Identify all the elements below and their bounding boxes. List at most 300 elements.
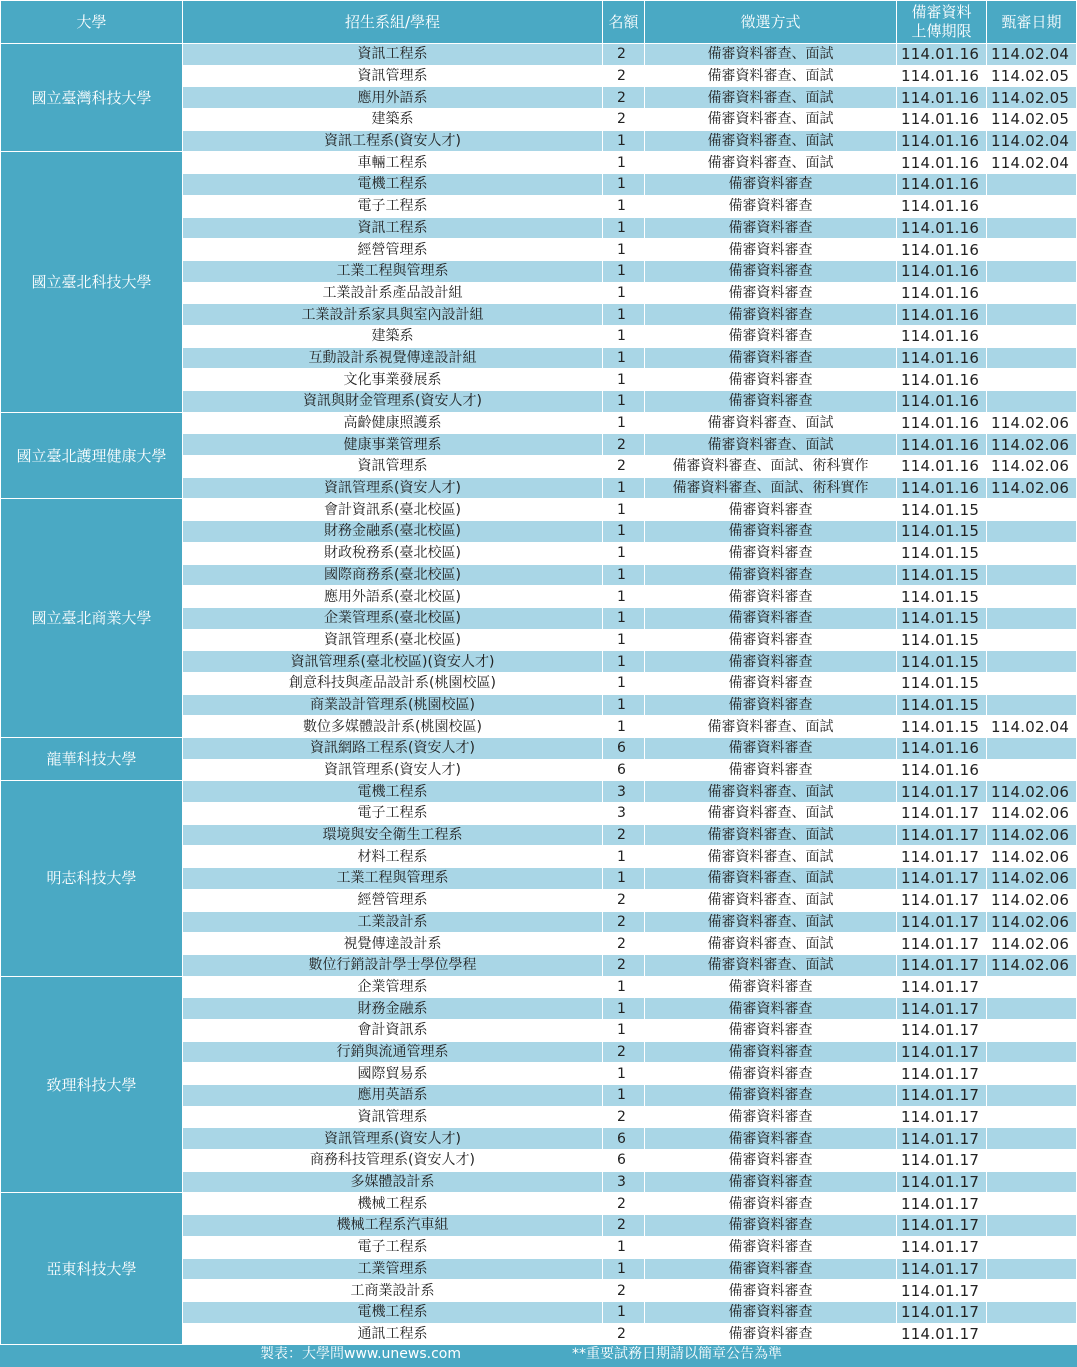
quota-cell: 6 (603, 1128, 645, 1150)
quota-cell: 2 (603, 65, 645, 87)
interview-date-cell (987, 1128, 1077, 1150)
deadline-cell: 114.01.16 (897, 109, 987, 131)
university-cell: 致理科技大學 (1, 976, 183, 1193)
quota-cell: 2 (603, 44, 645, 66)
dept-cell: 資訊管理系 (183, 1106, 603, 1128)
dept-cell: 工商業設計系 (183, 1280, 603, 1302)
dept-cell: 電子工程系 (183, 1236, 603, 1258)
interview-date-cell (987, 564, 1077, 586)
interview-date-cell (987, 369, 1077, 391)
interview-date-cell (987, 1215, 1077, 1237)
quota-cell: 1 (603, 260, 645, 282)
deadline-cell: 114.01.17 (897, 1128, 987, 1150)
dept-cell: 材料工程系 (183, 846, 603, 868)
interview-date-cell (987, 998, 1077, 1020)
quota-cell: 2 (603, 1106, 645, 1128)
university-cell: 龍華科技大學 (1, 738, 183, 781)
interview-date-cell: 114.02.06 (987, 477, 1077, 499)
method-cell: 備審資料審查 (645, 1041, 897, 1063)
interview-date-cell: 114.02.06 (987, 824, 1077, 846)
university-cell: 國立臺北商業大學 (1, 499, 183, 738)
interview-date-cell (987, 629, 1077, 651)
quota-cell: 6 (603, 738, 645, 760)
deadline-cell: 114.01.17 (897, 1301, 987, 1323)
quota-cell: 2 (603, 1041, 645, 1063)
interview-date-cell (987, 1236, 1077, 1258)
interview-date-cell (987, 607, 1077, 629)
interview-date-cell: 114.02.06 (987, 803, 1077, 825)
quota-cell: 1 (603, 1019, 645, 1041)
deadline-cell: 114.01.17 (897, 868, 987, 890)
interview-date-cell (987, 672, 1077, 694)
interview-date-cell (987, 1171, 1077, 1193)
interview-date-cell: 114.02.06 (987, 933, 1077, 955)
dept-cell: 應用英語系 (183, 1085, 603, 1107)
deadline-cell: 114.01.16 (897, 391, 987, 413)
method-cell: 備審資料審查、面試 (645, 130, 897, 152)
quota-cell: 1 (603, 629, 645, 651)
interview-date-cell: 114.02.06 (987, 846, 1077, 868)
table-row (1, 976, 1077, 998)
table-row (1, 412, 1077, 434)
quota-cell: 1 (603, 651, 645, 673)
interview-date-cell (987, 304, 1077, 326)
method-cell: 備審資料審查 (645, 1128, 897, 1150)
method-cell: 備審資料審查 (645, 325, 897, 347)
quota-cell: 1 (603, 477, 645, 499)
method-cell: 備審資料審查 (645, 694, 897, 716)
header-deadline (897, 1, 987, 44)
table-body (1, 44, 1077, 1345)
deadline-cell: 114.01.17 (897, 1085, 987, 1107)
quota-cell: 1 (603, 694, 645, 716)
quota-cell: 1 (603, 564, 645, 586)
quota-cell: 2 (603, 1323, 645, 1345)
deadline-cell: 114.01.17 (897, 998, 987, 1020)
quota-cell: 1 (603, 586, 645, 608)
method-cell: 備審資料審查 (645, 1085, 897, 1107)
interview-date-cell: 114.02.06 (987, 954, 1077, 976)
dept-cell: 電子工程系 (183, 803, 603, 825)
quota-cell: 1 (603, 1063, 645, 1085)
deadline-cell: 114.01.17 (897, 1041, 987, 1063)
dept-cell: 資訊管理系(資安人才) (183, 1128, 603, 1150)
method-cell: 備審資料審查 (645, 521, 897, 543)
university-cell: 國立臺北護理健康大學 (1, 412, 183, 499)
dept-cell: 資訊管理系(臺北校區) (183, 629, 603, 651)
deadline-cell: 114.01.16 (897, 44, 987, 66)
quota-cell: 2 (603, 911, 645, 933)
dept-cell: 機械工程系 (183, 1193, 603, 1215)
deadline-cell: 114.01.15 (897, 694, 987, 716)
deadline-cell: 114.01.17 (897, 1106, 987, 1128)
deadline-cell: 114.01.16 (897, 304, 987, 326)
dept-cell: 視覺傳達設計系 (183, 933, 603, 955)
dept-cell: 多媒體設計系 (183, 1171, 603, 1193)
table-row (1, 781, 1077, 803)
table-row (1, 499, 1077, 521)
quota-cell: 1 (603, 1301, 645, 1323)
dept-cell: 資訊管理系(資安人才) (183, 759, 603, 781)
dept-cell: 財務金融系 (183, 998, 603, 1020)
method-cell: 備審資料審查 (645, 174, 897, 196)
interview-date-cell (987, 1106, 1077, 1128)
quota-cell: 2 (603, 954, 645, 976)
dept-cell: 建築系 (183, 109, 603, 131)
deadline-cell: 114.01.17 (897, 781, 987, 803)
method-cell: 備審資料審查 (645, 195, 897, 217)
interview-date-cell (987, 499, 1077, 521)
deadline-cell: 114.01.16 (897, 434, 987, 456)
quota-cell: 3 (603, 1171, 645, 1193)
interview-date-cell (987, 217, 1077, 239)
dept-cell: 國際貿易系 (183, 1063, 603, 1085)
method-cell: 備審資料審查、面試、術科實作 (645, 456, 897, 478)
deadline-cell: 114.01.17 (897, 889, 987, 911)
interview-date-cell (987, 1150, 1077, 1172)
interview-date-cell (987, 738, 1077, 760)
deadline-cell: 114.01.17 (897, 803, 987, 825)
method-cell: 備審資料審查、面試 (645, 889, 897, 911)
method-cell: 備審資料審查 (645, 586, 897, 608)
deadline-cell: 114.01.16 (897, 477, 987, 499)
interview-date-cell: 114.02.05 (987, 109, 1077, 131)
deadline-cell: 114.01.15 (897, 716, 987, 738)
quota-cell: 3 (603, 803, 645, 825)
dept-cell: 電機工程系 (183, 781, 603, 803)
interview-date-cell: 114.02.06 (987, 434, 1077, 456)
dept-cell: 電子工程系 (183, 195, 603, 217)
deadline-cell: 114.01.17 (897, 1323, 987, 1345)
method-cell: 備審資料審查 (645, 1301, 897, 1323)
quota-cell: 2 (603, 456, 645, 478)
deadline-cell: 114.01.16 (897, 412, 987, 434)
method-cell: 備審資料審查 (645, 1150, 897, 1172)
method-cell: 備審資料審查、面試 (645, 954, 897, 976)
deadline-cell: 114.01.17 (897, 1019, 987, 1041)
interview-date-cell: 114.02.06 (987, 412, 1077, 434)
deadline-cell: 114.01.17 (897, 1258, 987, 1280)
method-cell: 備審資料審查、面試 (645, 44, 897, 66)
interview-date-cell (987, 282, 1077, 304)
quota-cell: 1 (603, 325, 645, 347)
deadline-cell: 114.01.17 (897, 1280, 987, 1302)
deadline-cell: 114.01.17 (897, 1215, 987, 1237)
header-quota: 名額 (603, 1, 645, 44)
interview-date-cell (987, 1193, 1077, 1215)
table-row (1, 1193, 1077, 1215)
dept-cell: 車輛工程系 (183, 152, 603, 174)
method-cell: 備審資料審查 (645, 651, 897, 673)
quota-cell: 1 (603, 607, 645, 629)
dept-cell: 應用外語系(臺北校區) (183, 586, 603, 608)
method-cell: 備審資料審查 (645, 239, 897, 261)
header-method: 徵選方式 (645, 1, 897, 44)
method-cell: 備審資料審查 (645, 998, 897, 1020)
quota-cell: 1 (603, 716, 645, 738)
interview-date-cell (987, 1301, 1077, 1323)
interview-date-cell (987, 1041, 1077, 1063)
method-cell: 備審資料審查 (645, 1171, 897, 1193)
dept-cell: 電機工程系 (183, 1301, 603, 1323)
header-interview: 甄審日期 (987, 1, 1077, 44)
method-cell: 備審資料審查、面試 (645, 434, 897, 456)
deadline-cell: 114.01.15 (897, 542, 987, 564)
table-row (1, 44, 1077, 66)
interview-date-cell (987, 195, 1077, 217)
method-cell: 備審資料審查、面試 (645, 781, 897, 803)
quota-cell: 2 (603, 87, 645, 109)
dept-cell: 資訊工程系 (183, 44, 603, 66)
method-cell: 備審資料審查、面試 (645, 152, 897, 174)
method-cell: 備審資料審查 (645, 629, 897, 651)
dept-cell: 機械工程系汽車組 (183, 1215, 603, 1237)
method-cell: 備審資料審查 (645, 607, 897, 629)
dept-cell: 財政稅務系(臺北校區) (183, 542, 603, 564)
quota-cell: 2 (603, 933, 645, 955)
method-cell: 備審資料審查 (645, 976, 897, 998)
dept-cell: 創意科技與產品設計系(桃園校區) (183, 672, 603, 694)
dept-cell: 工業工程與管理系 (183, 868, 603, 890)
deadline-cell: 114.01.16 (897, 260, 987, 282)
deadline-cell: 114.01.17 (897, 1193, 987, 1215)
deadline-cell: 114.01.15 (897, 586, 987, 608)
deadline-cell: 114.01.16 (897, 282, 987, 304)
method-cell: 備審資料審查 (645, 759, 897, 781)
method-cell: 備審資料審查 (645, 1236, 897, 1258)
method-cell: 備審資料審查 (645, 738, 897, 760)
deadline-cell: 114.01.16 (897, 130, 987, 152)
dept-cell: 資訊管理系(臺北校區)(資安人才) (183, 651, 603, 673)
quota-cell: 1 (603, 304, 645, 326)
deadline-cell: 114.01.16 (897, 87, 987, 109)
method-cell: 備審資料審查 (645, 564, 897, 586)
dept-cell: 企業管理系 (183, 976, 603, 998)
method-cell: 備審資料審查 (645, 1323, 897, 1345)
method-cell: 備審資料審查 (645, 391, 897, 413)
method-cell: 備審資料審查 (645, 1215, 897, 1237)
deadline-cell: 114.01.16 (897, 738, 987, 760)
method-cell: 備審資料審查、面試 (645, 412, 897, 434)
header-deadline-line2: 上傳期限 (911, 22, 972, 40)
interview-date-cell (987, 1258, 1077, 1280)
method-cell: 備審資料審查、面試 (645, 868, 897, 890)
deadline-cell: 114.01.17 (897, 933, 987, 955)
deadline-cell: 114.01.16 (897, 759, 987, 781)
method-cell: 備審資料審查 (645, 542, 897, 564)
method-cell: 備審資料審查 (645, 672, 897, 694)
header-dept: 招生系組/學程 (183, 1, 603, 44)
method-cell: 備審資料審查、面試 (645, 846, 897, 868)
dept-cell: 互動設計系視覺傳達設計組 (183, 347, 603, 369)
quota-cell: 1 (603, 369, 645, 391)
deadline-cell: 114.01.17 (897, 824, 987, 846)
dept-cell: 工業設計系 (183, 911, 603, 933)
interview-date-cell (987, 260, 1077, 282)
deadline-cell: 114.01.16 (897, 174, 987, 196)
deadline-cell: 114.01.16 (897, 325, 987, 347)
interview-date-cell (987, 1063, 1077, 1085)
quota-cell: 1 (603, 868, 645, 890)
dept-cell: 健康事業管理系 (183, 434, 603, 456)
deadline-cell: 114.01.17 (897, 1150, 987, 1172)
dept-cell: 經營管理系 (183, 889, 603, 911)
dept-cell: 工業工程與管理系 (183, 260, 603, 282)
interview-date-cell: 114.02.05 (987, 87, 1077, 109)
deadline-cell: 114.01.15 (897, 651, 987, 673)
method-cell: 備審資料審查 (645, 347, 897, 369)
method-cell: 備審資料審查 (645, 282, 897, 304)
dept-cell: 資訊管理系(資安人才) (183, 477, 603, 499)
dept-cell: 工業管理系 (183, 1258, 603, 1280)
method-cell: 備審資料審查、面試 (645, 803, 897, 825)
interview-date-cell (987, 174, 1077, 196)
interview-date-cell (987, 1019, 1077, 1041)
deadline-cell: 114.01.16 (897, 456, 987, 478)
dept-cell: 工業設計系產品設計組 (183, 282, 603, 304)
dept-cell: 會計資訊系(臺北校區) (183, 499, 603, 521)
interview-date-cell (987, 542, 1077, 564)
method-cell: 備審資料審查、面試 (645, 911, 897, 933)
method-cell: 備審資料審查 (645, 1063, 897, 1085)
quota-cell: 1 (603, 1258, 645, 1280)
dept-cell: 工業設計系家具與室內設計組 (183, 304, 603, 326)
quota-cell: 2 (603, 434, 645, 456)
method-cell: 備審資料審查 (645, 217, 897, 239)
deadline-cell: 114.01.15 (897, 672, 987, 694)
quota-cell: 1 (603, 174, 645, 196)
footer-maker: 製表：大學問www.unews.com (260, 1346, 461, 1362)
interview-date-cell (987, 976, 1077, 998)
dept-cell: 資訊工程系(資安人才) (183, 130, 603, 152)
quota-cell: 1 (603, 282, 645, 304)
dept-cell: 電機工程系 (183, 174, 603, 196)
quota-cell: 1 (603, 1085, 645, 1107)
dept-cell: 國際商務系(臺北校區) (183, 564, 603, 586)
university-cell: 亞東科技大學 (1, 1193, 183, 1345)
header-row (1, 1, 1077, 44)
table-row (1, 152, 1077, 174)
dept-cell: 商業設計管理系(桃園校區) (183, 694, 603, 716)
method-cell: 備審資料審查、面試 (645, 87, 897, 109)
method-cell: 備審資料審查 (645, 499, 897, 521)
method-cell: 備審資料審查、面試 (645, 109, 897, 131)
dept-cell: 商務科技管理系(資安人才) (183, 1150, 603, 1172)
interview-date-cell: 114.02.04 (987, 716, 1077, 738)
interview-date-cell (987, 1323, 1077, 1345)
deadline-cell: 114.01.16 (897, 239, 987, 261)
method-cell: 備審資料審查 (645, 369, 897, 391)
dept-cell: 資訊管理系 (183, 65, 603, 87)
interview-date-cell: 114.02.06 (987, 889, 1077, 911)
method-cell: 備審資料審查、面試、術科實作 (645, 477, 897, 499)
interview-date-cell (987, 1280, 1077, 1302)
deadline-cell: 114.01.15 (897, 607, 987, 629)
interview-date-cell: 114.02.06 (987, 456, 1077, 478)
interview-date-cell: 114.02.04 (987, 44, 1077, 66)
header-university: 大學 (1, 1, 183, 44)
dept-cell: 會計資訊系 (183, 1019, 603, 1041)
deadline-cell: 114.01.15 (897, 521, 987, 543)
dept-cell: 高齡健康照護系 (183, 412, 603, 434)
quota-cell: 6 (603, 759, 645, 781)
method-cell: 備審資料審查 (645, 304, 897, 326)
deadline-cell: 114.01.16 (897, 152, 987, 174)
dept-cell: 應用外語系 (183, 87, 603, 109)
deadline-cell: 114.01.17 (897, 976, 987, 998)
quota-cell: 1 (603, 391, 645, 413)
dept-cell: 資訊網路工程系(資安人才) (183, 738, 603, 760)
interview-date-cell (987, 759, 1077, 781)
quota-cell: 1 (603, 152, 645, 174)
dept-cell: 建築系 (183, 325, 603, 347)
quota-cell: 1 (603, 239, 645, 261)
quota-cell: 1 (603, 130, 645, 152)
interview-date-cell (987, 391, 1077, 413)
interview-date-cell: 114.02.04 (987, 152, 1077, 174)
quota-cell: 1 (603, 542, 645, 564)
quota-cell: 1 (603, 672, 645, 694)
quota-cell: 1 (603, 846, 645, 868)
dept-cell: 財務金融系(臺北校區) (183, 521, 603, 543)
method-cell: 備審資料審查 (645, 1106, 897, 1128)
deadline-cell: 114.01.17 (897, 1063, 987, 1085)
dept-cell: 行銷與流通管理系 (183, 1041, 603, 1063)
method-cell: 備審資料審查 (645, 1193, 897, 1215)
quota-cell: 1 (603, 521, 645, 543)
deadline-cell: 114.01.16 (897, 347, 987, 369)
deadline-cell: 114.01.17 (897, 846, 987, 868)
interview-date-cell (987, 325, 1077, 347)
dept-cell: 經營管理系 (183, 239, 603, 261)
quota-cell: 1 (603, 976, 645, 998)
quota-cell: 1 (603, 1236, 645, 1258)
quota-cell: 2 (603, 1280, 645, 1302)
deadline-cell: 114.01.17 (897, 1171, 987, 1193)
interview-date-cell (987, 239, 1077, 261)
dept-cell: 文化事業發展系 (183, 369, 603, 391)
quota-cell: 2 (603, 109, 645, 131)
interview-date-cell (987, 347, 1077, 369)
dept-cell: 企業管理系(臺北校區) (183, 607, 603, 629)
interview-date-cell: 114.02.04 (987, 130, 1077, 152)
quota-cell: 1 (603, 499, 645, 521)
interview-date-cell: 114.02.06 (987, 911, 1077, 933)
method-cell: 備審資料審查、面試 (645, 716, 897, 738)
interview-date-cell (987, 694, 1077, 716)
dept-cell: 數位行銷設計學士學位學程 (183, 954, 603, 976)
deadline-cell: 114.01.17 (897, 1236, 987, 1258)
deadline-cell: 114.01.17 (897, 911, 987, 933)
dept-cell: 通訊工程系 (183, 1323, 603, 1345)
dept-cell: 數位多媒體設計系(桃園校區) (183, 716, 603, 738)
footer-note: **重要試務日期請以簡章公告為準 (572, 1346, 782, 1362)
method-cell: 備審資料審查 (645, 1280, 897, 1302)
university-cell: 明志科技大學 (1, 781, 183, 976)
deadline-cell: 114.01.15 (897, 629, 987, 651)
deadline-cell: 114.01.17 (897, 954, 987, 976)
dept-cell: 資訊管理系 (183, 456, 603, 478)
quota-cell: 1 (603, 412, 645, 434)
deadline-cell: 114.01.16 (897, 217, 987, 239)
quota-cell: 1 (603, 998, 645, 1020)
deadline-cell: 114.01.15 (897, 499, 987, 521)
interview-date-cell (987, 521, 1077, 543)
interview-date-cell (987, 586, 1077, 608)
method-cell: 備審資料審查、面試 (645, 824, 897, 846)
footer (0, 1343, 1077, 1367)
quota-cell: 1 (603, 195, 645, 217)
